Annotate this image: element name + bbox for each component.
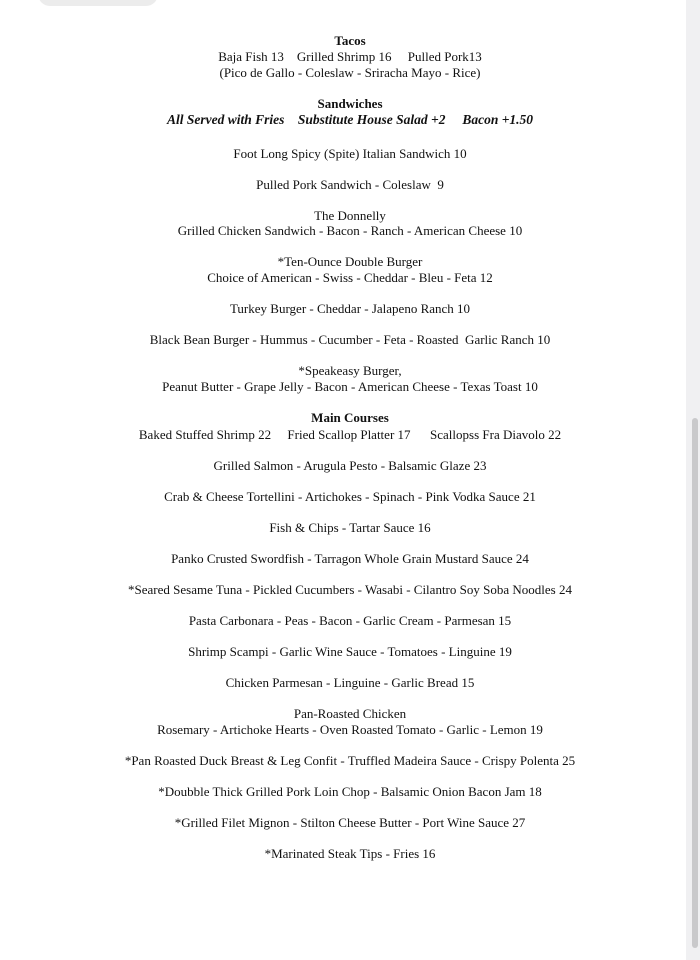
menu-item: Fish & Chips - Tartar Sauce 16 bbox=[269, 520, 431, 535]
menu-item: Chicken Parmesan - Linguine - Garlic Bread 15 bbox=[225, 675, 475, 690]
menu-item: *Doubble Thick Grilled Pork Loin Chop - Balsamic Onion Bacon Jam 18 bbox=[158, 784, 542, 799]
sandwiches-heading: Sandwiches bbox=[317, 96, 383, 111]
menu-item: *Pan Roasted Duck Breast & Leg Confit - Truffled Madeira Sauce - Crispy Polenta 25 bbox=[124, 753, 576, 768]
menu-item-title: Pan-Roasted Chicken bbox=[293, 706, 407, 721]
menu-item-description: Choice of American - Swiss - Cheddar - Bleu - Feta 12 bbox=[207, 270, 493, 285]
sandwiches-note: All Served with Fries Substitute House Salad +2 Bacon +1.50 bbox=[166, 112, 534, 127]
menu-item-title: *Ten-Ounce Double Burger bbox=[277, 254, 423, 269]
menu-item-description: Rosemary - Artichoke Hearts - Oven Roasted Tomato - Garlic - Lemon 19 bbox=[157, 722, 543, 737]
menu-item: Crab & Cheese Tortellini - Artichokes - Spinach - Pink Vodka Sauce 21 bbox=[164, 489, 536, 504]
menu-item-title: The Donnelly bbox=[314, 208, 386, 223]
menu-item: *Seared Sesame Tuna - Pickled Cucumbers - Wasabi - Cilantro Soy Soba Noodles 24 bbox=[128, 582, 572, 597]
menu-item: Baked Stuffed Shrimp 22 Fried Scallop Platter 17 Scallopss Fra Diavolo 22 bbox=[138, 427, 562, 442]
main-courses-heading: Main Courses bbox=[311, 410, 389, 425]
menu-item-description: Peanut Butter - Grape Jelly - Bacon - American Cheese - Texas Toast 10 bbox=[162, 379, 538, 394]
menu-item: Shrimp Scampi - Garlic Wine Sauce - Tomatoes - Linguine 19 bbox=[188, 644, 512, 659]
tacos-items: Baja Fish 13 Grilled Shrimp 16 Pulled Pork13 bbox=[218, 49, 482, 64]
menu-item: Pasta Carbonara - Peas - Bacon - Garlic Cream - Parmesan 15 bbox=[188, 613, 512, 628]
menu-item-title: *Speakeasy Burger, bbox=[298, 363, 402, 378]
menu-item: Panko Crusted Swordfish - Tarragon Whole Grain Mustard Sauce 24 bbox=[171, 551, 529, 566]
menu-item: *Grilled Filet Mignon - Stilton Cheese Butter - Port Wine Sauce 27 bbox=[174, 815, 526, 830]
vertical-scrollbar[interactable] bbox=[692, 418, 698, 948]
menu-item: Black Bean Burger - Hummus - Cucumber - Feta - Roasted Garlic Ranch 10 bbox=[149, 332, 551, 347]
menu-item: *Marinated Steak Tips - Fries 16 bbox=[264, 846, 436, 861]
tacos-toppings: (Pico de Gallo - Coleslaw - Sriracha Mayo - Rice) bbox=[219, 65, 481, 80]
menu-item-description: Grilled Chicken Sandwich - Bacon - Ranch - American Cheese 10 bbox=[177, 223, 523, 238]
tacos-heading: Tacos bbox=[334, 33, 366, 48]
menu-item: Grilled Salmon - Arugula Pesto - Balsamic Glaze 23 bbox=[213, 458, 487, 473]
menu-item: Pulled Pork Sandwich - Coleslaw 9 bbox=[256, 177, 444, 192]
menu-item: Turkey Burger - Cheddar - Jalapeno Ranch 10 bbox=[229, 301, 471, 316]
menu-item: Foot Long Spicy (Spite) Italian Sandwich 10 bbox=[233, 146, 467, 161]
